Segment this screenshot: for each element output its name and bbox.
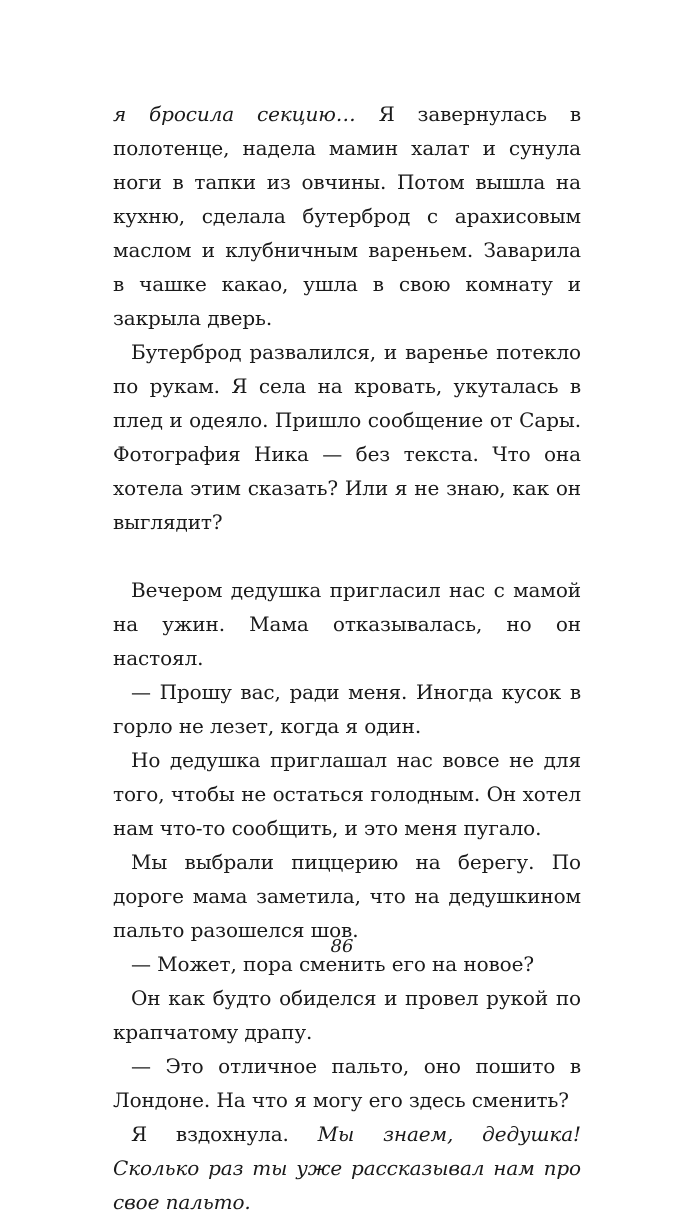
text-run: — Прошу вас, ради меня. Иногда кусок в горло не лезет, когда я один. (113, 680, 581, 738)
paragraph (113, 1049, 581, 1117)
paragraph (113, 845, 581, 947)
text-run: Он как будто обиделся и провел рукой по крапчатому драпу. (113, 986, 581, 1044)
paragraph (113, 573, 581, 675)
page-number: 86 (330, 936, 354, 957)
paragraph (113, 675, 581, 743)
section-break (113, 539, 581, 573)
text-run: Мы выбрали пиццерию на берегу. По дороге мама заметила, что на дедушкином пальто разошелся шов. (113, 850, 581, 942)
text-italic: Мы знаем, дедушка! Сколько раз ты уже рассказывал нам про свое пальто. (113, 1122, 581, 1214)
text-italic: я бросила секцию… (113, 102, 356, 126)
text-run: — Это отличное пальто, оно пошито в Лондоне. На что я могу его здесь сменить? (113, 1054, 581, 1112)
text-run: Бутерброд развалился, и варенье потекло по рукам. Я села на кровать, укуталась в плед и одеяло. Пришло сообщение от Сары. Фотография Ника — без текста. Что она хотела этим сказать? Или я не знаю, как он выглядит? (113, 340, 581, 534)
paragraph (113, 97, 581, 335)
paragraph (113, 335, 581, 539)
text-run: Но дедушка приглашал нас вовсе не для того, чтобы не остаться голодным. Он хотел нам что-то сообщить, и это меня пугало. (113, 748, 581, 840)
text-run: — Может, пора сменить его на новое? (131, 952, 534, 976)
text-run: Вечером дедушка пригласил нас с мамой на ужин. Мама отказывалась, но он настоял. (113, 578, 581, 670)
text-run: Я вздохнула. (131, 1122, 318, 1146)
paragraph (113, 1117, 581, 1219)
paragraph (113, 981, 581, 1049)
text-run: Я завернулась в полотенце, надела мамин халат и сунула ноги в тапки из овчины. Потом вышла на кухню, сделала бутерброд с арахисовым маслом и клубничным вареньем. Заварила в чашке какао, ушла в свою комнату и закрыла дверь. (113, 102, 581, 330)
paragraph (113, 743, 581, 845)
page-body (113, 97, 581, 1219)
